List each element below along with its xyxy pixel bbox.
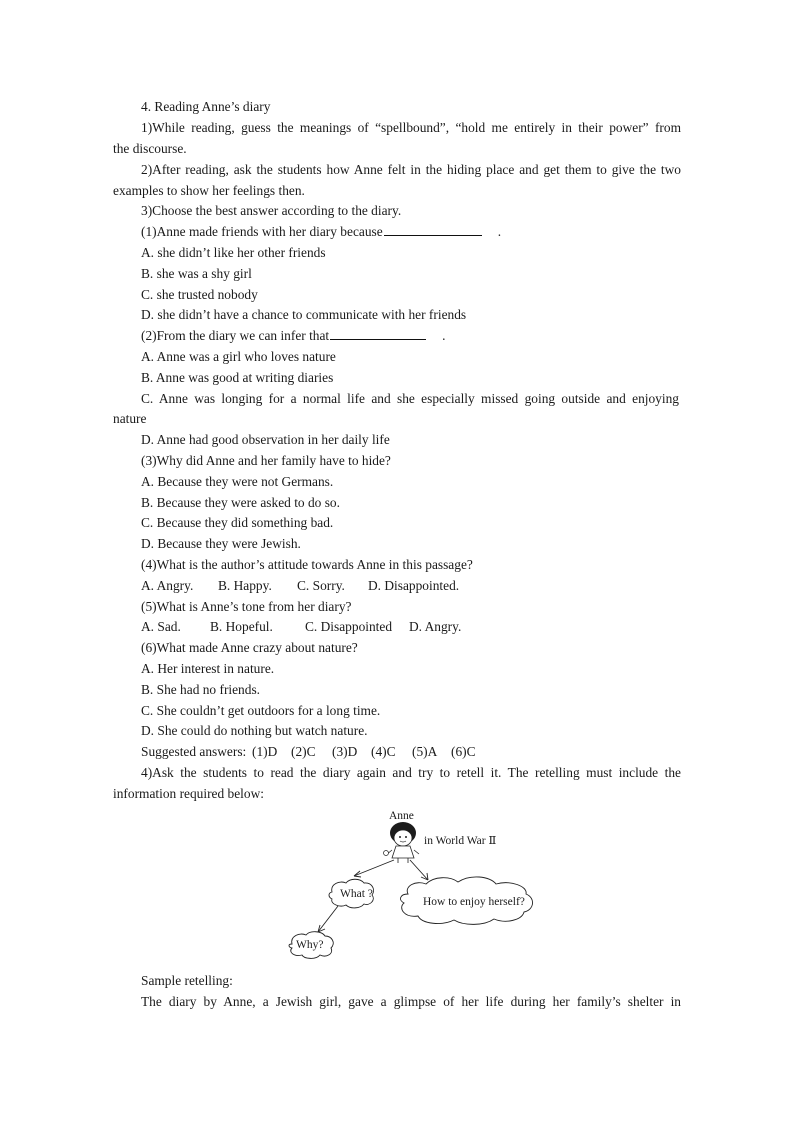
q2-stem-text: (2)From the diary we can infer that <box>141 328 330 343</box>
anne-cartoon-icon <box>384 822 420 863</box>
q2-stem <box>141 327 446 344</box>
q5-option-a: A. Sad. <box>141 619 181 634</box>
q2-option-c-line2: nature <box>113 411 147 426</box>
q1-stem-end: . <box>497 224 502 239</box>
q1-stem-text: (1)Anne made friends with her diary because <box>141 224 383 239</box>
retelling-diagram <box>280 808 560 968</box>
q6-option-d: D. She could do nothing but watch nature. <box>141 723 368 738</box>
answer-2: (2)C <box>291 744 316 759</box>
q2-stem-end: . <box>442 328 446 343</box>
q2-answer-blank <box>330 327 426 340</box>
q2-option-d: D. Anne had good observation in her daily life <box>141 432 390 447</box>
q1-option-d: D. she didn’t have a chance to communicate with her friends <box>141 307 467 322</box>
q4-stem: (4)What is the author’s attitude towards Anne in this passage? <box>141 557 473 572</box>
q4-option-c: C. Sorry. <box>297 578 345 593</box>
answer-5: (5)A <box>412 744 438 759</box>
q3-option-b: B. Because they were asked to do so. <box>141 495 340 510</box>
diagram-anne-label: Anne <box>389 810 414 822</box>
q1-answer-blank <box>384 223 482 236</box>
q6-stem: (6)What made Anne crazy about nature? <box>141 640 358 655</box>
answer-6: (6)C <box>451 744 476 759</box>
q6-option-c: C. She couldn’t get outdoors for a long time. <box>141 703 381 718</box>
q1-option-c: C. she trusted nobody <box>141 287 258 302</box>
q2-option-c-line1: C. Anne was longing for a normal life and she especially missed going outside and enjoying <box>141 391 679 406</box>
answers-label: Suggested answers: <box>141 744 247 759</box>
q5-stem: (5)What is Anne’s tone from her diary? <box>141 599 352 614</box>
q1-option-b: B. she was a shy girl <box>141 266 252 281</box>
step3-instruction: 3)Choose the best answer according to the diary. <box>141 203 402 218</box>
q3-option-c: C. Because they did something bad. <box>141 515 334 530</box>
answer-4: (4)C <box>371 744 396 759</box>
sample-retelling-label: Sample retelling: <box>141 973 233 988</box>
q4-option-b: B. Happy. <box>218 578 272 593</box>
q3-option-d: D. Because they were Jewish. <box>141 536 301 551</box>
q6-option-b: B. She had no friends. <box>141 682 261 697</box>
q3-stem: (3)Why did Anne and her family have to hide? <box>141 453 391 468</box>
q1-stem <box>141 223 501 240</box>
q5-option-c: C. Disappointed <box>305 619 393 634</box>
diagram-what-label: What ? <box>340 888 373 900</box>
q6-option-a: A. Her interest in nature. <box>141 661 275 676</box>
section-title: 4. Reading Anne’s diary <box>141 99 271 114</box>
answer-1: (1)D <box>252 744 278 759</box>
step1-line1: 1)While reading, guess the meanings of “spellbound”, “hold me entirely in their power” from <box>141 120 681 135</box>
q5-option-b: B. Hopeful. <box>210 619 273 634</box>
step4-line1: 4)Ask the students to read the diary again and try to retell it. The retelling must include the <box>141 765 681 780</box>
answer-3: (3)D <box>332 744 358 759</box>
diagram-why-label: Why? <box>296 939 324 951</box>
q1-option-a: A. she didn’t like her other friends <box>141 245 326 260</box>
q2-option-b: B. Anne was good at writing diaries <box>141 370 334 385</box>
step4-line2: information required below: <box>113 786 264 801</box>
diagram-context-label: in World War Ⅱ <box>424 835 497 847</box>
step2-line2: examples to show her feelings then. <box>113 183 305 198</box>
step2-line1: 2)After reading, ask the students how Anne felt in the hiding place and get them to give the two <box>141 162 681 177</box>
diagram-how-label: How to enjoy herself? <box>423 896 525 908</box>
step1-line2: the discourse. <box>113 141 187 156</box>
sample-retelling-text: The diary by Anne, a Jewish girl, gave a glimpse of her life during her family’s shelter in <box>141 994 681 1009</box>
q4-option-d: D. Disappointed. <box>368 578 460 593</box>
q2-option-a: A. Anne was a girl who loves nature <box>141 349 336 364</box>
q5-option-d: D. Angry. <box>409 619 462 634</box>
q4-option-a: A. Angry. <box>141 578 194 593</box>
q3-option-a: A. Because they were not Germans. <box>141 474 334 489</box>
